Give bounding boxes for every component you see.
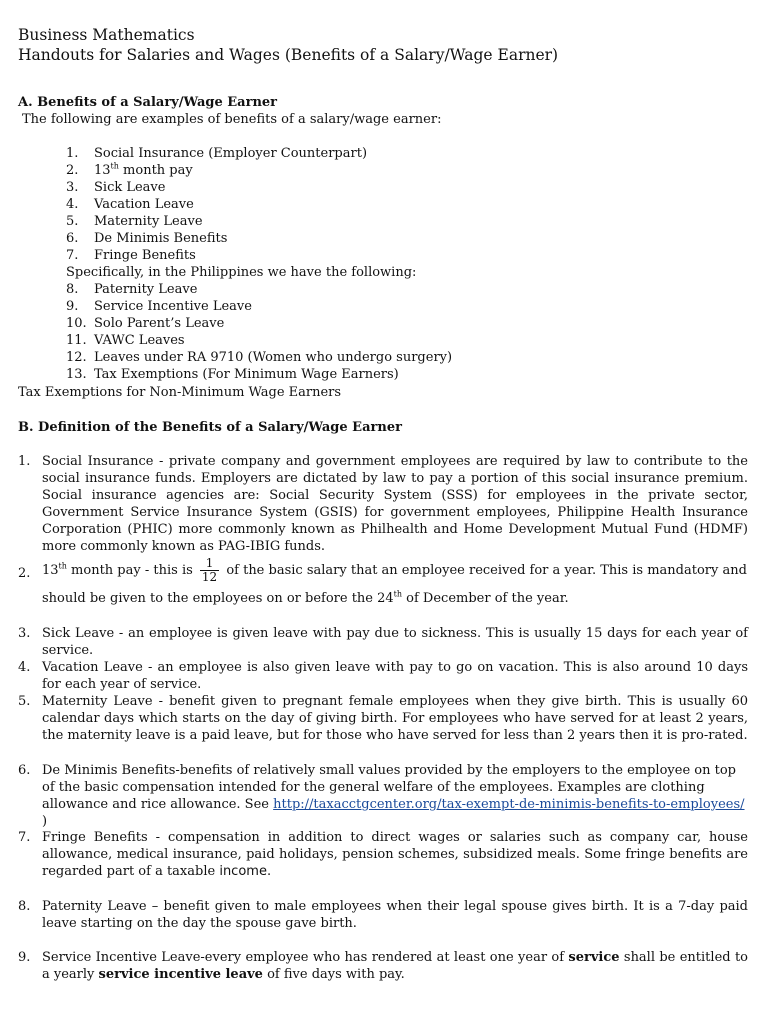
benefits-list <box>66 145 452 383</box>
list-item: 3. Sick Leave <box>66 180 166 195</box>
doc-title-handout: Handouts for Salaries and Wages (Benefits of a Salary/Wage Earner) <box>18 46 559 64</box>
list-item: 2. 13th month pay <box>66 161 193 178</box>
list-item: 11. VAWC Leaves <box>66 333 185 348</box>
list-item: 10. Solo Parent’s Leave <box>66 316 225 331</box>
list-item: 9. Service Incentive Leave <box>66 299 252 314</box>
fraction-one-twelfth: $\frac{1}{12}$ <box>201 556 218 584</box>
list-item: 13. Tax Exemptions (For Minimum Wage Earners) <box>66 367 399 382</box>
definition-paternity-leave: 8. Paternity Leave – benefit given to male employees when their legal spouse gives birth. It is a 7-day paid leave starting on the day the spouse gave birth. <box>18 899 748 931</box>
section-b-heading: B. Definition of the Benefits of a Salary/Wage Earner <box>18 420 402 435</box>
list-item: 5. Maternity Leave <box>66 214 203 229</box>
definition-maternity-leave: 5. Maternity Leave - benefit given to pregnant female employees when they give birth. This is usually 60 calendar days which starts on the day of giving birth. For employees who have served for at least 2 years, the maternity leave is a paid leave, but for those who have served for less than 2 years then it is pro-rated. <box>18 694 748 743</box>
definition-social-insurance: 1. Social Insurance - private company and government employees are required by law to contribute to the social insurance funds. Employers are dictated by law to pay a portion of this social insurance premium. Social insurance agencies are: Social Security System (SSS) for employees in the private sector, Government Service Insurance System (GSIS) for government employees, Philippine Health Insurance Corporation (PHIC) more commonly known as Philhealth and Home Development Mutual Fund (HDMF) more commonly known as PAG-IBIG funds. <box>18 454 748 554</box>
list-item: 8. Paternity Leave <box>66 282 198 297</box>
definition-vacation-leave: 4. Vacation Leave - an employee is also given leave with pay to go on vacation. This is also around 10 days for each year of service. <box>18 660 748 692</box>
section-a-heading: A. Benefits of a Salary/Wage Earner <box>18 95 278 110</box>
definition-service-incentive-leave: 9. Service Incentive Leave-every employee who has rendered at least one year of service shall be entitled to a yearly service incentive leave of five days with pay. <box>18 950 748 982</box>
list-item: 4. Vacation Leave <box>66 197 194 212</box>
definition-fringe-benefits: 7. Fringe Benefits - compensation in addition to direct wages or salaries such as company car, house allowance, medical insurance, paid holidays, pension schemes, subsidized meals. Some fringe benefits are regarded part of a taxable income. <box>18 830 748 879</box>
list-item: 7. Fringe Benefits <box>66 248 196 263</box>
doc-title-subject: Business Mathematics <box>18 26 195 44</box>
list-item: 12. Leaves under RA 9710 (Women who undergo surgery) <box>66 350 453 365</box>
de-minimis-link[interactable]: http://taxacctgcenter.org/tax-exempt-de-minimis-benefits-to-employees/ <box>273 797 745 812</box>
definition-de-minimis: 6. De Minimis Benefits-benefits of relatively small values provided by the employers to the employee on top of the basic compensation intended for the general welfare of the employees. Examples are clothing allowance and rice allowance. See http://taxacctgcenter.org/tax-exempt-de-minimis-benefits-to-employees/ ) <box>18 763 745 829</box>
section-a-intro: The following are examples of benefits of a salary/wage earner: <box>22 112 442 127</box>
specifically-note: Specifically, in the Philippines we have the following: <box>66 265 417 280</box>
list-item: 1. Social Insurance (Employer Counterpart) <box>66 146 368 161</box>
definition-sick-leave: 3. Sick Leave - an employee is given leave with pay due to sickness. This is usually 15 days for each year of service. <box>18 626 748 658</box>
list-item: 6. De Minimis Benefits <box>66 231 228 246</box>
tax-exemptions-non-min: Tax Exemptions for Non-Minimum Wage Earners <box>18 385 342 400</box>
definition-13th-month: 2. 13th month pay - this is $\frac{1}{12}$ of the basic salary that an employee received for a year. This is mandatory and should be given to the employees on or before the 24th of December of the year. <box>18 556 747 606</box>
